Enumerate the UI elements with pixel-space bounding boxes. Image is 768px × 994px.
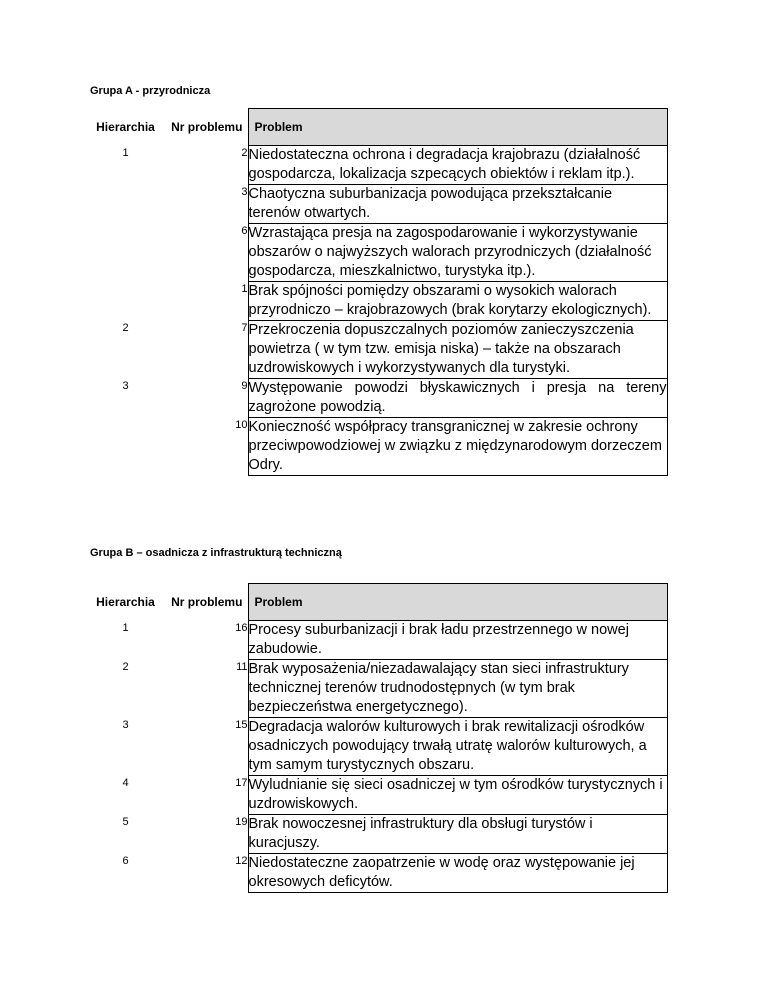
- number-cell: 15: [235, 718, 248, 731]
- hierarchy-cell: [85, 418, 166, 476]
- header-problem: Problem: [248, 109, 667, 146]
- table-row: [85, 418, 667, 476]
- problem-cell: Konieczność współpracy transgranicznej w zakresie ochrony przeciwpowodziowej w związku z międzynarodowym dorzeczem Odry.: [248, 418, 667, 476]
- problem-cell: Brak spójności pomiędzy obszarami o wysokich walorach przyrodniczo – krajobrazowych (brak korytarzy ekologicznych).: [248, 282, 667, 321]
- hierarchy-cell: 1: [122, 146, 129, 159]
- problem-cell: Przekroczenia dopuszczalnych poziomów zanieczyszczenia powietrza ( w tym tzw. emisja niska) – także na obszarach uzdrowiskowych i wykorzystywanych dla turystyki.: [248, 321, 667, 379]
- hierarchy-cell: [85, 185, 166, 224]
- number-cell: 6: [241, 224, 248, 237]
- problem-cell: Wyludnianie się sieci osadniczej w tym ośrodków turystycznych i uzdrowiskowych.: [248, 776, 667, 815]
- number-cell: 10: [235, 418, 248, 431]
- group-b-table: [85, 583, 668, 893]
- problem-cell: Procesy suburbanizacji i brak ładu przestrzennego w nowej zabudowie.: [248, 621, 667, 660]
- table-row: [85, 185, 667, 224]
- number-cell: 2: [241, 146, 248, 159]
- number-cell: 19: [235, 815, 248, 828]
- header-problem: Problem: [248, 584, 667, 621]
- hierarchy-cell: 6: [122, 854, 129, 867]
- table-header-row: [85, 584, 667, 621]
- number-cell: 11: [236, 660, 248, 673]
- group-b-title: Grupa B – osadnicza z infrastrukturą techniczną: [90, 547, 342, 559]
- table-row: [85, 146, 667, 185]
- table-row: [85, 815, 667, 854]
- problem-cell: Niedostateczna ochrona i degradacja krajobrazu (działalność gospodarcza, lokalizacja szpecących obiektów i reklam itp.).: [248, 146, 667, 185]
- table-row: [85, 621, 667, 660]
- group-a-table: [85, 108, 668, 476]
- number-cell: 12: [235, 854, 248, 867]
- number-cell: 17: [235, 776, 248, 789]
- table-row: [85, 379, 667, 418]
- number-cell: 3: [241, 185, 248, 198]
- hierarchy-cell: 2: [122, 660, 129, 673]
- table-row: [85, 854, 667, 893]
- header-number: Nr problemu: [171, 119, 243, 134]
- header-hierarchy: Hierarchia: [96, 594, 155, 609]
- number-cell: 9: [241, 379, 248, 392]
- hierarchy-cell: 1: [122, 621, 129, 634]
- problem-cell: Występowanie powodzi błyskawicznych i presja na tereny zagrożone powodzią.: [248, 379, 667, 418]
- problem-cell: Degradacja walorów kulturowych i brak rewitalizacji ośrodków osadniczych powodujący trwałą utratę walorów kulturowych, a tym samym turystycznych obszaru.: [248, 718, 667, 776]
- problem-cell: Chaotyczna suburbanizacja powodująca przekształcanie terenów otwartych.: [248, 185, 667, 224]
- table-row: [85, 321, 667, 379]
- table-row: [85, 224, 667, 282]
- table-header-row: [85, 109, 667, 146]
- hierarchy-cell: 3: [122, 379, 129, 392]
- number-cell: 1: [241, 282, 248, 295]
- group-a-title: Grupa A - przyrodnicza: [90, 85, 211, 97]
- problem-cell: Brak wyposażenia/niezadawalający stan sieci infrastruktury technicznej terenów trudnodostępnych (w tym brak bezpieczeństwa energetycznego).: [248, 660, 667, 718]
- number-cell: 7: [241, 321, 248, 334]
- hierarchy-cell: 2: [122, 321, 129, 334]
- number-cell: 16: [235, 621, 248, 634]
- header-number: Nr problemu: [171, 594, 243, 609]
- table-row: [85, 718, 667, 776]
- hierarchy-cell: 3: [122, 718, 129, 731]
- problem-cell: Niedostateczne zaopatrzenie w wodę oraz występowanie jej okresowych deficytów.: [248, 854, 667, 893]
- header-hierarchy: Hierarchia: [96, 119, 155, 134]
- table-row: [85, 282, 667, 321]
- table-row: [85, 660, 667, 718]
- hierarchy-cell: [85, 224, 166, 282]
- hierarchy-cell: 5: [122, 815, 129, 828]
- problem-cell: Brak nowoczesnej infrastruktury dla obsługi turystów i kuracjuszy.: [248, 815, 667, 854]
- hierarchy-cell: [85, 282, 166, 321]
- hierarchy-cell: 4: [122, 776, 129, 789]
- problem-cell: Wzrastająca presja na zagospodarowanie i wykorzystywanie obszarów o najwyższych walorach przyrodniczych (działalność gospodarcza, mieszkalnictwo, turystyka itp.).: [248, 224, 667, 282]
- table-row: [85, 776, 667, 815]
